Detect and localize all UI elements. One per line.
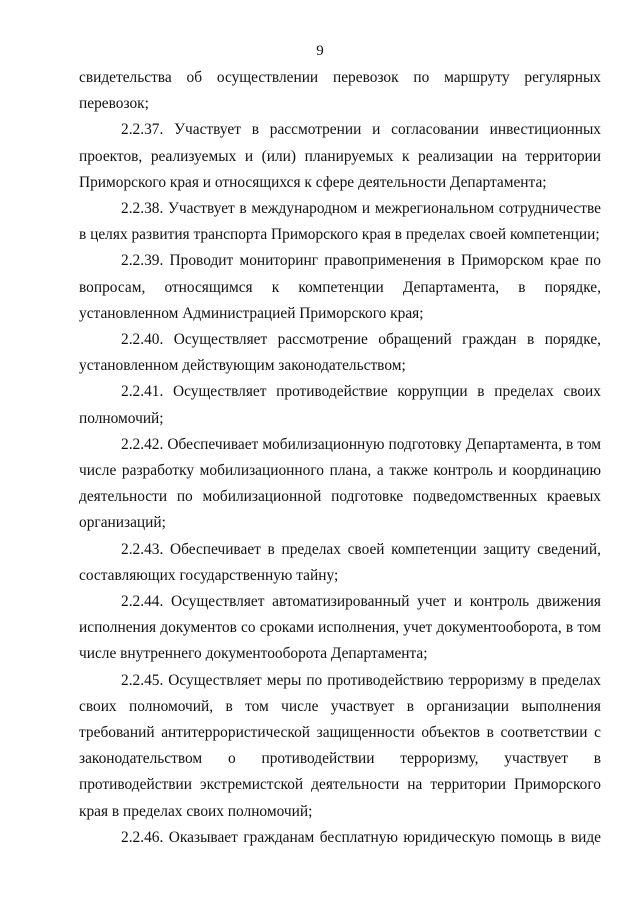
paragraph-2-2-42: 2.2.42. Обеспечивает мобилизационную подготовку Департамента, в том числе разработку мобилизационного плана, а также контроль и координацию деятельности по мобилизационной подготовке подведомственных краевых организаций; [79, 435, 601, 532]
paragraph-2-2-45: 2.2.45. Осуществляет меры по противодействию терроризму в пределах своих полномочий, в том числе участвует в организации выполнения требований антитеррористической защищенности объектов в соответствии с законодательством о противодействии терроризму, участвует в противодействии экстремистской деятельности на территории Приморского края в пределах своих полномочий; [79, 671, 601, 820]
paragraph-2-2-40: 2.2.40. Осуществляет рассмотрение обращений граждан в порядке, установленном действующим законодательством; [79, 331, 601, 375]
paragraph-2-2-39: 2.2.39. Проводит мониторинг правоприменения в Приморском крае по вопросам, относящимся к компетенции Департамента, в порядке, установленном Администрацией Приморского края; [79, 252, 601, 322]
paragraph-2-2-37: 2.2.37. Участвует в рассмотрении и согласовании инвестиционных проектов, реализуемых и (или) планируемых к реализации на территории Приморского края и относящихся к сфере деятельности Департамента; [79, 121, 601, 191]
page-number: 9 [316, 43, 324, 59]
paragraph-2-2-44: 2.2.44. Осуществляет автоматизированный учет и контроль движения исполнения документов со сроками исполнения, учет документооборота, в том числе внутреннего документооборота Департамента; [79, 593, 601, 663]
paragraph-continuation: свидетельства об осуществлении перевозок по маршруту регулярных перевозок; [79, 69, 601, 113]
paragraph-2-2-41: 2.2.41. Осуществляет противодействие коррупции в пределах своих полномочий; [79, 383, 601, 427]
paragraph-2-2-43: 2.2.43. Обеспечивает в пределах своей компетенции защиту сведений, составляющих государственную тайну; [79, 540, 601, 584]
document-body [79, 65, 601, 851]
paragraph-2-2-38: 2.2.38. Участвует в международном и межрегиональном сотрудничестве в целях развития транспорта Приморского края в пределах своей компетенции; [79, 200, 601, 244]
paragraph-2-2-46: 2.2.46. Оказывает гражданам бесплатную юридическую помощь в виде [121, 828, 601, 846]
